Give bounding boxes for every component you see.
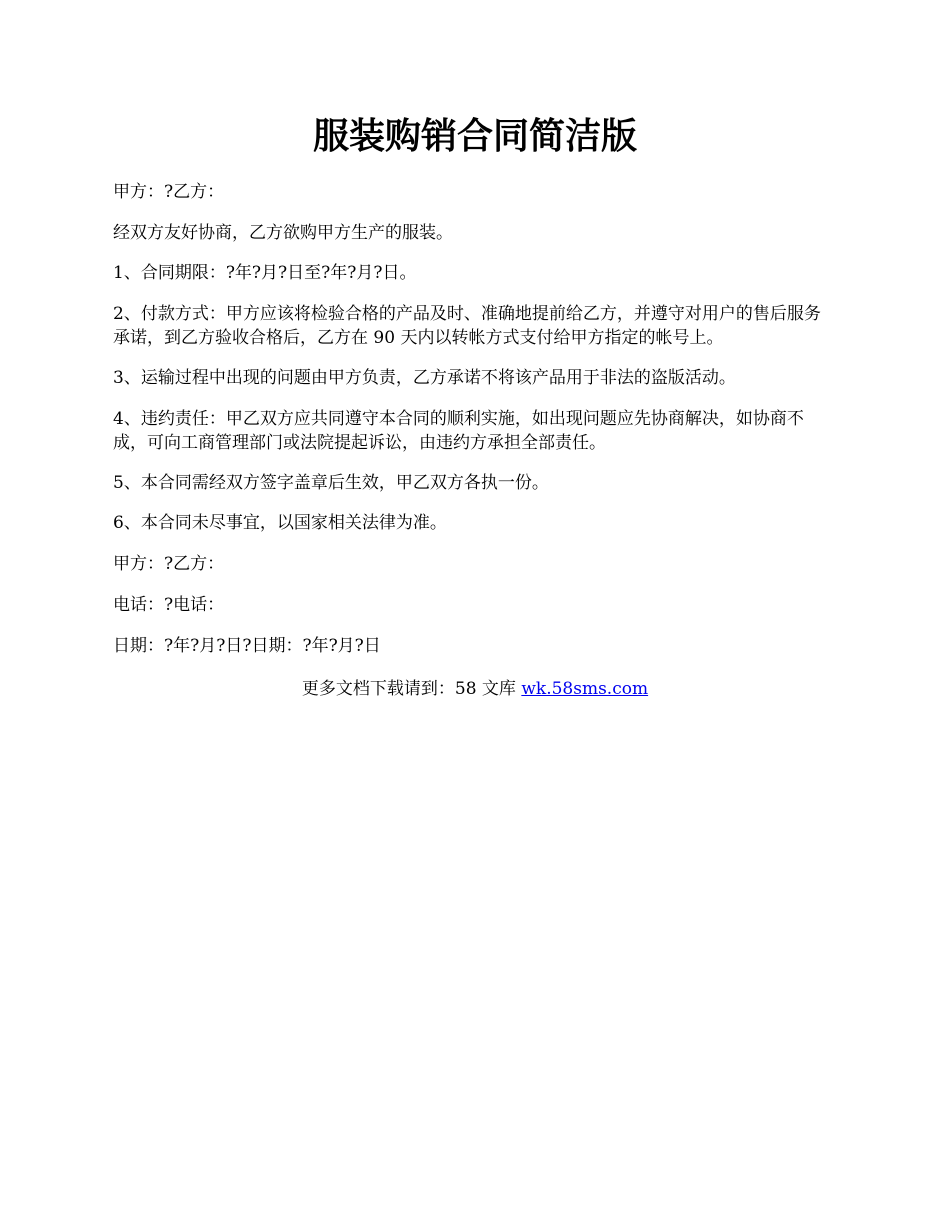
- footer-link[interactable]: wk.58sms.com: [521, 679, 649, 699]
- signature-date-line: 日期：?年?月?日?日期：?年?月?日: [113, 636, 381, 656]
- party-line: 甲方：?乙方：: [113, 182, 225, 202]
- clause-3-transport: 3、运输过程中出现的问题由甲方负责，乙方承诺不将该产品用于非法的盗版活动。: [113, 368, 736, 388]
- footer-text: 更多文档下载请到：58 文库: [301, 679, 522, 699]
- signature-phone-line: 电话：?电话：: [113, 595, 225, 615]
- clause-1-term: 1、合同期限：?年?月?日至?年?月?日。: [113, 263, 417, 283]
- signature-party-line: 甲方：?乙方：: [113, 554, 225, 574]
- document-title: 服装购销合同简洁版: [312, 115, 637, 157]
- clause-2-payment: 2、付款方式：甲方应该将检验合格的产品及时、准确地提前给乙方，并遵守对用户的售后服务承诺，到乙方验收合格后，乙方在 90 天内以转帐方式支付给甲方指定的帐号上。: [113, 304, 821, 348]
- clause-6-law: 6、本合同未尽事宜，以国家相关法律为准。: [113, 513, 447, 533]
- intro-paragraph: 经双方友好协商，乙方欲购甲方生产的服装。: [113, 223, 453, 243]
- download-footer: [0, 677, 950, 701]
- clause-4-liability: 4、违约责任：甲乙双方应共同遵守本合同的顺利实施，如出现问题应先协商解决，如协商不成，可向工商管理部门或法院提起诉讼，由违约方承担全部责任。: [113, 409, 804, 453]
- clause-5-effect: 5、本合同需经双方签字盖章后生效，甲乙双方各执一份。: [113, 473, 549, 493]
